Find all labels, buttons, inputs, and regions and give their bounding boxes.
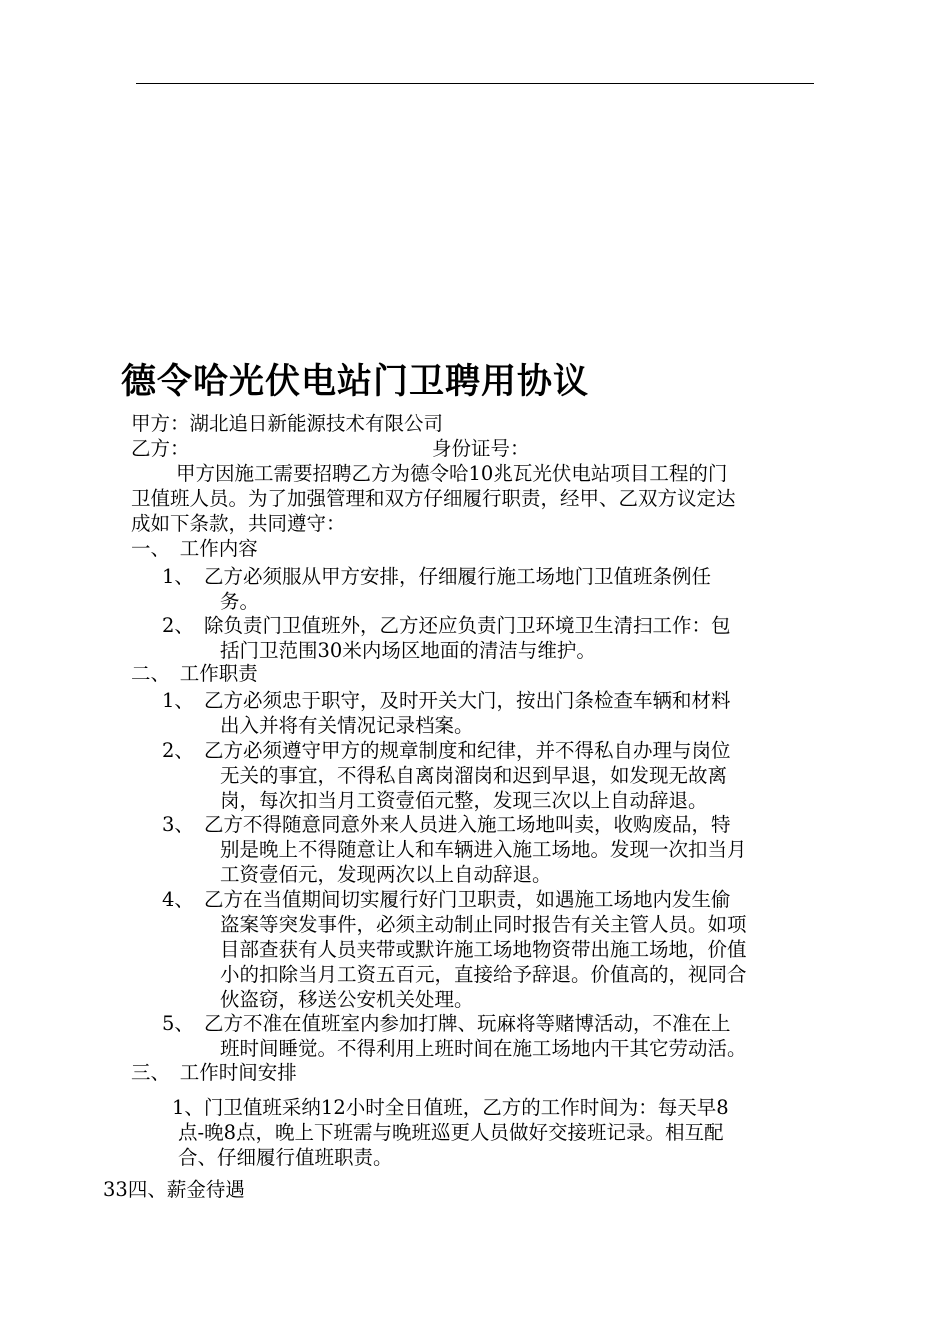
clause-line: 合、仔细履行值班职责。 xyxy=(178,1146,393,1169)
clause-line: 出入并将有关情况记录档案。 xyxy=(220,714,474,737)
clause-number: 4、 xyxy=(162,888,194,911)
party-a: 甲方：湖北追日新能源技术有限公司 xyxy=(131,412,444,435)
intro-line: 成如下条款，共同遵守： xyxy=(131,512,346,535)
clause-number: 1、 xyxy=(162,689,194,712)
clause-number: 3、 xyxy=(162,813,194,836)
clause-number: 2、 xyxy=(162,614,194,637)
clause-line: 岗，每次扣当月工资壹佰元整，发现三次以上自动辞退。 xyxy=(220,789,708,812)
clause-line: 工资壹佰元，发现两次以上自动辞退。 xyxy=(220,863,552,886)
clause-line: 1、门卫值班采纳12小时全日值班，乙方的工作时间为：每天早8 xyxy=(172,1096,729,1119)
section-heading: 一、 工作内容 xyxy=(131,537,258,560)
clause-line: 除负责门卫值班外，乙方还应负责门卫环境卫生清扫工作：包 xyxy=(204,614,731,637)
intro-line: 甲方因施工需要招聘乙方为德令哈10兆瓦光伏电站项目工程的门 xyxy=(176,462,728,485)
clause-line: 乙方必须忠于职守，及时开关大门，按出门条检查车辆和材料 xyxy=(204,689,731,712)
clause-line: 点-晚8点，晚上下班需与晚班巡更人员做好交接班记录。相互配 xyxy=(178,1121,724,1144)
clause-number: 1、 xyxy=(162,565,194,588)
party-b: 乙方： xyxy=(131,437,190,460)
clause-number: 5、 xyxy=(162,1012,194,1035)
section-heading: 三、 工作时间安排 xyxy=(131,1061,297,1084)
id-number-label: 身份证号： xyxy=(432,437,530,460)
clause-line: 伙盗窃，移送公安机关处理。 xyxy=(220,988,474,1011)
clause-line: 务。 xyxy=(220,590,260,613)
header-rule xyxy=(136,83,814,84)
clause-line: 乙方不得随意同意外来人员进入施工场地叫卖，收购废品，特 xyxy=(204,813,731,836)
intro-line: 卫值班人员。为了加强管理和双方仔细履行职责，经甲、乙双方议定达 xyxy=(131,487,736,510)
clause-line: 盗案等突发事件，必须主动制止同时报告有关主管人员。如项 xyxy=(220,913,747,936)
clause-line: 乙方必须服从甲方安排，仔细履行施工场地门卫值班条例任 xyxy=(204,565,712,588)
clause-line: 无关的事宜，不得私自离岗溜岗和迟到早退，如发现无故离 xyxy=(220,764,728,787)
document-title: 德令哈光伏电站门卫聘用协议 xyxy=(121,362,590,402)
clause-line: 别是晚上不得随意让人和车辆进入施工场地。发现一次扣当月 xyxy=(220,838,747,861)
clause-line: 小的扣除当月工资五百元，直接给予辞退。价值高的，视同合 xyxy=(220,963,747,986)
clause-line: 括门卫范围30米内场区地面的清洁与维护。 xyxy=(220,639,596,662)
clause-line: 乙方不准在值班室内参加打牌、玩麻将等赌博活动，不准在上 xyxy=(204,1012,731,1035)
clause-line: 目部查获有人员夹带或默许施工场地物资带出施工场地，价值 xyxy=(220,938,747,961)
section-heading: 二、 工作职责 xyxy=(131,662,258,685)
section-heading: 33四、薪金待遇 xyxy=(103,1178,245,1201)
clause-line: 乙方在当值期间切实履行好门卫职责，如遇施工场地内发生偷 xyxy=(204,888,731,911)
clause-number: 2、 xyxy=(162,739,194,762)
clause-line: 乙方必须遵守甲方的规章制度和纪律，并不得私自办理与岗位 xyxy=(204,739,731,762)
clause-line: 班时间睡觉。不得利用上班时间在施工场地内干其它劳动活。 xyxy=(220,1037,747,1060)
